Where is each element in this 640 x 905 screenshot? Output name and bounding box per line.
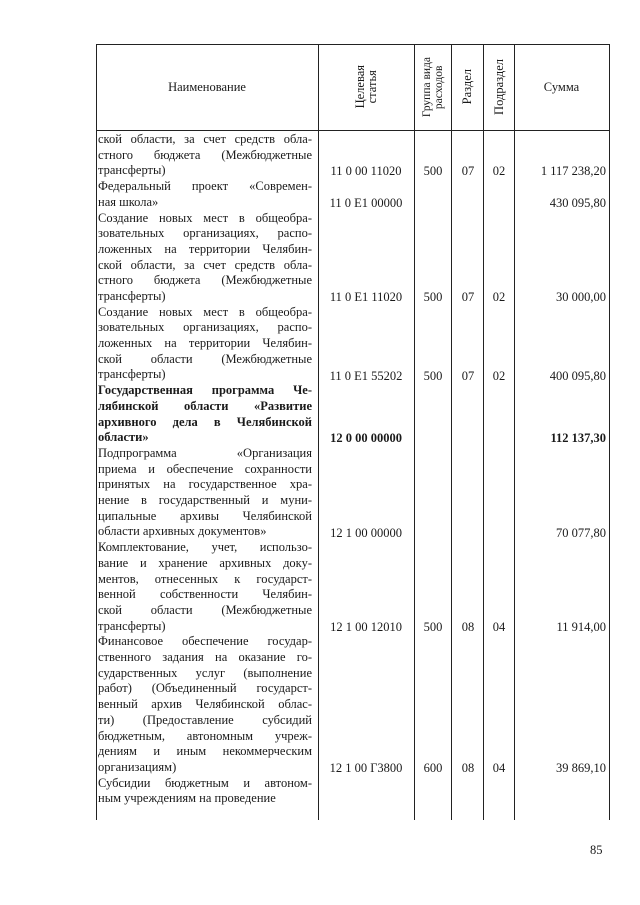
row-name-line: дениям и иным некоммерческим — [98, 744, 312, 759]
header-sum-label: Сумма — [543, 79, 580, 94]
expense-group-cell — [414, 430, 452, 446]
expense-group-cell: 500 — [423, 619, 443, 634]
subsection-cell — [484, 195, 514, 211]
row-name-line: ской области (Межбюджетные — [98, 351, 312, 366]
row-name-line: организациям) — [98, 759, 177, 774]
header-section-label: Раздел — [460, 69, 474, 105]
row-name-line: принятых на государственное хра- — [98, 477, 312, 492]
row-name — [98, 446, 312, 540]
sum-cell — [516, 791, 606, 807]
section-cell — [452, 430, 484, 446]
row-name-line: ная школа» — [98, 194, 159, 209]
section-cell: 07 — [461, 290, 475, 304]
row-name — [98, 634, 312, 775]
section-cell: 07 — [461, 164, 475, 179]
row-name-line: ментов, отнесенных к государст- — [98, 571, 312, 586]
row-name-line: вание и хранение архивных доку- — [98, 555, 312, 570]
row-name-line: Финансовое обеспечение государ- — [98, 634, 312, 649]
header-divider — [96, 130, 610, 131]
row-name — [98, 383, 312, 446]
row-name-line: Комплектование, учет, использо- — [98, 540, 312, 555]
row-name-line: лябинской области «Развитие — [98, 398, 312, 413]
row-name-line: ложенных на территории Челябин- — [98, 336, 312, 351]
budget-table — [96, 44, 610, 820]
target-code-cell: 11 0 E1 00000 — [329, 195, 403, 210]
row-name-line: сударственных услуг (выполнение — [98, 665, 312, 680]
row-name — [98, 540, 312, 634]
page-number: 85 — [590, 843, 603, 857]
header-section — [451, 44, 483, 130]
row-name-line: ным учреждениям на проведение — [98, 791, 276, 806]
section-cell — [452, 195, 484, 211]
row-name-line: нение в государственный и муни- — [98, 493, 312, 508]
header-target-label: Целевая статья — [353, 65, 379, 109]
row-name-line: Создание новых мест в общеобра- — [98, 304, 312, 319]
sum-cell: 112 137,30 — [550, 431, 606, 446]
row-name-line: ти) (Предоставление субсидий — [98, 712, 312, 727]
section-cell — [452, 525, 484, 541]
header-name-label: Наименование — [168, 79, 246, 94]
target-code-cell: 12 1 00 00000 — [330, 525, 402, 540]
row-name-line: Создание новых мест в общеобра- — [98, 210, 312, 225]
section-cell: 08 — [461, 761, 475, 775]
row-name-line: ской области, за счет средств обла- — [98, 132, 312, 146]
sum-cell: 39 869,10 — [556, 761, 606, 775]
row-name-line: трансферты) — [98, 618, 166, 633]
row-name-line: работ) (Объединенный государст- — [98, 681, 312, 696]
table-border-right — [609, 44, 610, 820]
column-divider — [514, 44, 515, 820]
table-border-left — [96, 44, 97, 820]
subsection-cell: 02 — [492, 368, 506, 383]
row-name-line: бюджетным, автономным учреж- — [98, 728, 312, 743]
row-name-line: ственного задания на оказание го- — [98, 650, 312, 665]
sum-cell: 11 914,00 — [556, 619, 606, 634]
row-name-line: ской области, за счет средств обла- — [98, 257, 312, 272]
row-name-line: ской области (Межбюджетные — [98, 602, 312, 617]
row-name-line: Государственная программа Че- — [98, 383, 312, 398]
row-name — [98, 132, 312, 179]
target-code-cell: 12 0 00 00000 — [330, 431, 402, 446]
row-name-line: трансферты) — [98, 163, 166, 178]
row-name-line: приема и обеспечение сохранности — [98, 461, 312, 476]
row-name-line: ложенных на территории Челябин- — [98, 241, 312, 256]
sum-cell: 400 095,80 — [549, 368, 606, 383]
section-cell: 08 — [461, 619, 475, 634]
subsection-cell — [484, 791, 514, 807]
sum-cell: 70 077,80 — [556, 525, 606, 540]
row-name-line: ципальные архивы Челябинской — [98, 508, 312, 523]
header-subsection — [483, 44, 514, 130]
target-code-cell: 11 0 E1 11020 — [329, 290, 403, 304]
sum-cell: 1 117 238,20 — [540, 164, 606, 179]
row-name-line: стного бюджета (Межбюджетные — [98, 147, 312, 162]
header-sum — [514, 44, 609, 130]
expense-group-cell: 500 — [423, 164, 443, 179]
sum-cell: 30 000,00 — [556, 290, 606, 304]
expense-group-cell: 500 — [423, 368, 443, 383]
header-name — [96, 44, 318, 130]
row-name — [98, 776, 312, 807]
target-code-cell — [320, 791, 412, 807]
row-name — [98, 305, 312, 383]
subsection-cell: 04 — [492, 761, 506, 775]
row-name — [98, 211, 312, 305]
sum-cell: 430 095,80 — [549, 195, 606, 210]
row-name-line: трансферты) — [98, 288, 166, 303]
header-subsection-label: Подраздел — [491, 59, 506, 115]
section-cell — [452, 791, 484, 807]
row-name-line: венной собственности Челябин- — [98, 587, 312, 602]
row-name-line: архивного дела в Челябинской — [98, 414, 312, 429]
row-name-line: области архивных документов» — [98, 524, 267, 539]
expense-group-cell — [414, 195, 452, 211]
expense-group-cell — [414, 791, 452, 807]
expense-group-cell: 600 — [423, 761, 443, 775]
header-target — [318, 44, 414, 130]
subsection-cell — [484, 430, 514, 446]
subsection-cell — [484, 525, 514, 541]
row-name-line: Субсидии бюджетным и автоном- — [98, 775, 312, 790]
row-name-line: Подпрограмма «Организация — [98, 446, 312, 460]
target-code-cell: 11 0 E1 55202 — [329, 368, 403, 383]
row-name-line: зовательных организациях, распо- — [98, 226, 312, 241]
header-group — [414, 44, 451, 130]
section-cell: 07 — [461, 368, 475, 383]
expense-group-cell — [414, 525, 452, 541]
row-name-line: трансферты) — [98, 367, 166, 382]
subsection-cell: 02 — [492, 164, 506, 179]
row-name-line: области» — [98, 430, 149, 445]
subsection-cell: 02 — [492, 290, 506, 304]
target-code-cell: 12 1 00 Г3800 — [329, 761, 403, 775]
row-name — [98, 179, 312, 210]
column-divider — [318, 44, 319, 820]
row-name-line: венный архив Челябинской облас- — [98, 697, 312, 712]
row-name-line: зовательных организациях, распо- — [98, 320, 312, 335]
target-code-cell: 11 0 00 11020 — [330, 164, 402, 179]
row-name-line: стного бюджета (Межбюджетные — [98, 273, 312, 288]
row-name-line: Федеральный проект «Современ- — [98, 179, 312, 194]
target-code-cell: 12 1 00 12010 — [330, 619, 402, 634]
header-group-label: Группа вида расходов — [420, 56, 445, 118]
expense-group-cell: 500 — [423, 290, 443, 304]
subsection-cell: 04 — [492, 619, 506, 634]
